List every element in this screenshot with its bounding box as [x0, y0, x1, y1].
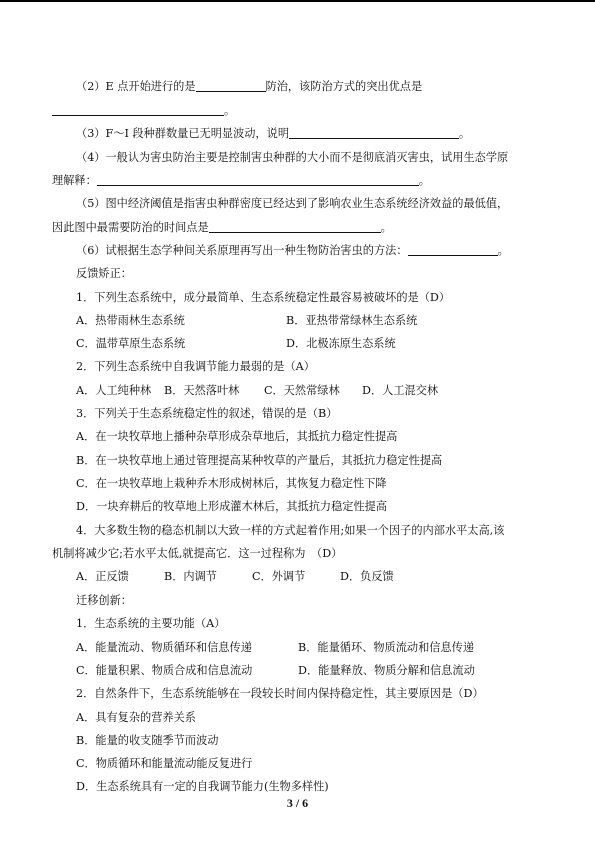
feedback-q3-option-a: A．在一块牧草地上播种杂草形成杂草地后，其抵抗力稳定性提高 [76, 430, 398, 443]
answer-blank[interactable] [52, 103, 224, 116]
question-2-line-2: 。 [52, 103, 235, 119]
feedback-q3-option-d: D．一块弃耕后的牧草地上形成灌木林后，其抵抗力稳定性提高 [76, 500, 388, 513]
question-5-line-2: 因此图中最需要防治的时间点是 。 [52, 221, 392, 234]
question-2-line-1 [76, 79, 422, 95]
transfer-q2-option-b: B．能量的收支随季节而波动 [76, 734, 219, 747]
answer-blank[interactable] [196, 79, 266, 92]
feedback-question-1: 1．下列生态系统中，成分最简单、生态系统稳定性最容易被破坏的是（D） [76, 291, 451, 304]
page-number: 3 / 6 [286, 796, 309, 810]
answer-blank[interactable] [97, 173, 419, 186]
answer-blank[interactable] [209, 220, 381, 233]
answer-blank[interactable] [289, 126, 459, 139]
question-2-text-b: 防治，该防治方式的突出优点是 [265, 80, 423, 93]
transfer-q2-option-d: D．生态系统具有一定的自我调节能力(生物多样性) [76, 780, 329, 793]
transfer-q1-options-ab: A．能量流动、物质循环和信息传递 B．能量循环、物质流动和信息传递 [76, 641, 475, 654]
transfer-q1-options-cd: C．能量积累、物质合成和信息流动 D．能量释放、物质分解和信息流动 [76, 664, 475, 677]
question-4-line-2: 理解释： 。 [52, 174, 430, 187]
feedback-q1-options-cd: C．温带草原生态系统 D．北极冻原生态系统 [76, 337, 396, 350]
question-2-text: （2）E 点开始进行的是 [76, 80, 196, 93]
feedback-question-2: 2．下列生态系统中自我调节能力最弱的是（A） [76, 360, 315, 373]
feedback-question-3: 3．下列关于生态系统稳定性的叙述，错误的是（B） [76, 407, 338, 420]
section-feedback-title: 反馈矫正： [76, 267, 132, 280]
feedback-question-4-line-1: 4．大多数生物的稳态机制以大致一样的方式起着作用;如果一个因子的内部水平太高,该 [76, 524, 505, 537]
feedback-q2-options: A．人工纯种林 B．天然落叶林 C．天然常绿林 D．人工混交林 [76, 384, 439, 397]
transfer-q2-option-c: C．物质循环和能量流动能反复进行 [76, 757, 253, 770]
feedback-q3-option-c: C．在一块牧草地上栽种乔木形成树林后，其恢复力稳定性下降 [76, 477, 387, 490]
question-3: （3）F～I 段种群数量已无明显波动，说明 。 [76, 127, 471, 140]
question-4-line-1: （4）一般认为害虫防治主要是控制害虫种群的大小而不是彻底消灭害虫，试用生态学原 [76, 151, 509, 164]
answer-blank[interactable] [408, 243, 498, 256]
transfer-question-2: 2．自然条件下，生态系统能够在一段较长时间内保持稳定性，其主要原因是（D） [76, 687, 484, 700]
feedback-q1-options-ab: A．热带雨林生态系统 B．亚热带常绿林生态系统 [76, 314, 418, 327]
question-5-line-1: （5）图中经济阈值是指害虫种群密度已经达到了影响农业生态系统经济效益的最低值， [76, 197, 509, 210]
section-transfer-title: 迁移创新： [76, 594, 132, 607]
transfer-q2-option-a: A．具有复杂的营养关系 [76, 711, 196, 724]
feedback-question-4-line-2: 机制将减少它;若水平太低,就提高它．这一过程称为 （D） [52, 547, 343, 560]
question-6: （6）试根据生态学种间关系原理再写出一种生物防治害虫的方法： 。 [76, 244, 509, 257]
transfer-question-1: 1．生态系统的主要功能（A） [76, 617, 226, 630]
feedback-q4-options: A．正反馈 B．内调节 C．外调节 D．负反馈 [76, 570, 394, 583]
feedback-q3-option-b: B．在一块牧草地上通过管理提高某种牧草的产量后，其抵抗力稳定性提高 [76, 454, 443, 467]
